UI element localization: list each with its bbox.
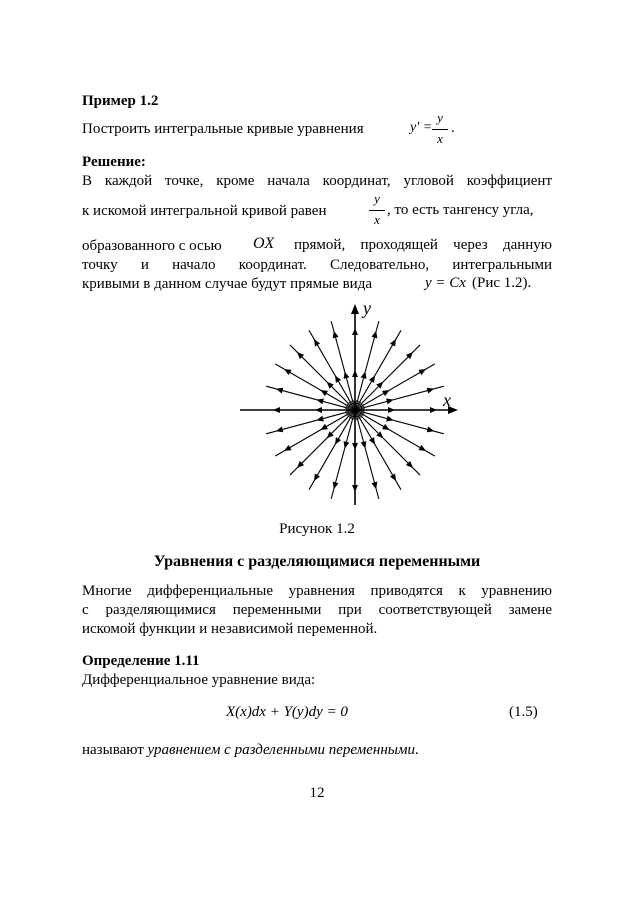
definition-after-a: называют (82, 742, 148, 758)
axis-ox: OX (253, 235, 275, 252)
task-fraction-bar (432, 129, 448, 130)
task-equation-denominator: x (437, 131, 443, 146)
y-axis-label: y (363, 300, 371, 318)
solution-label: Решение: (82, 154, 146, 170)
page-number: 12 (309, 785, 325, 801)
solution-line-3-b: прямой, проходящей через данную (294, 237, 552, 253)
definition-equation: X(x)dx + Y(y)dy = 0 (226, 704, 348, 720)
figure-reference: (Рис 1.2). (472, 275, 532, 291)
definition-title: Определение 1.11 (82, 653, 200, 669)
slope-numerator: y (374, 191, 380, 206)
task-text: Построить интегральные кривые уравнения (82, 121, 364, 137)
lines-equation: y = Cx (425, 275, 466, 291)
task-equation-period: . (451, 120, 455, 136)
task-equation-numerator: y (437, 110, 443, 125)
figure-caption: Рисунок 1.2 (279, 521, 355, 537)
direction-field-figure (205, 300, 465, 515)
equation-number: (1.5) (509, 704, 538, 720)
definition-term: уравнением с разделенными переменными (147, 742, 416, 758)
definition-after-b: . (415, 742, 419, 758)
solution-line-1: В каждой точке, кроме начала координат, угловой коэффициент (82, 173, 552, 189)
solution-line-3-a: образованного с осью (82, 238, 222, 254)
definition-text: Дифференциальное уравнение вида: (82, 672, 316, 688)
task-line (82, 120, 552, 138)
solution-line-2-a: к искомой интегральной кривой равен (82, 203, 327, 219)
section-para-line-1: Многие дифференциальные уравнения приводятся к уравнению (82, 583, 552, 599)
section-heading: Уравнения с разделяющимися переменными (153, 553, 481, 570)
solution-line-4: точку и начало координат. Следовательно, интегральными (82, 257, 552, 273)
x-axis-label: x (443, 390, 451, 410)
solution-line-5-a: кривыми в данном случае будут прямые вида (82, 276, 372, 292)
slope-fraction-bar (369, 210, 385, 211)
section-para-line-3: искомой функции и независимой переменной. (82, 621, 378, 637)
solution-line-2-b: , то есть тангенсу угла, (387, 202, 534, 218)
example-title: Пример 1.2 (82, 93, 159, 109)
task-equation-lhs: y' = (410, 120, 433, 135)
definition-after-text (82, 741, 552, 759)
slope-denominator: x (374, 212, 380, 227)
section-para-line-2: с разделяющимися переменными при соответствующей замене (82, 602, 552, 618)
